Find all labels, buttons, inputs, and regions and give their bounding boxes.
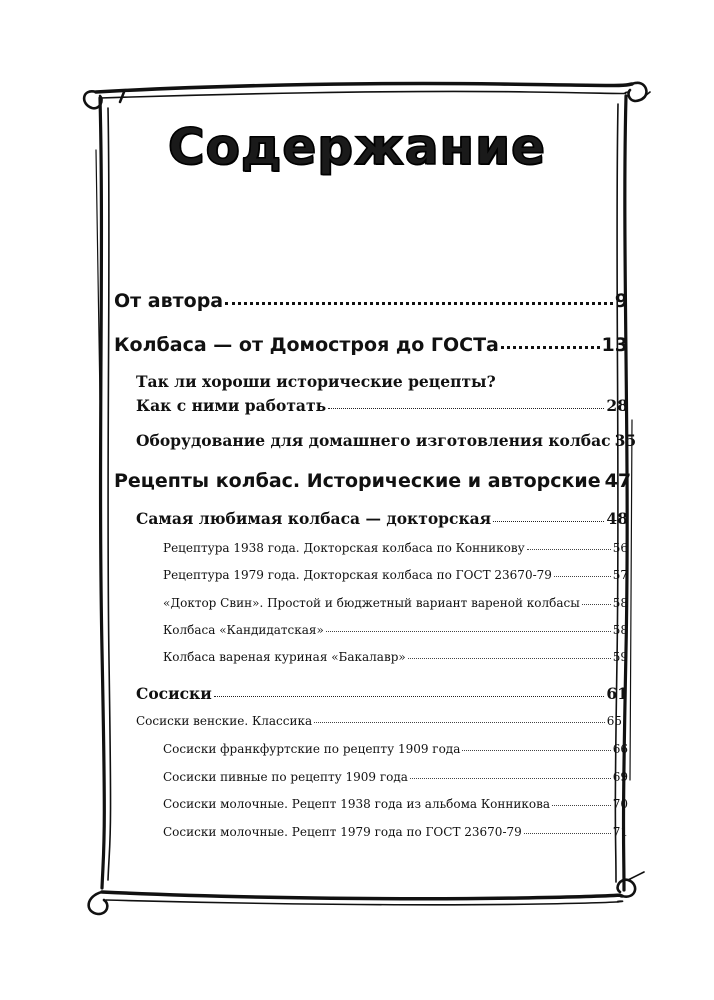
toc-entry-label: Самая любимая колбаса — докторская xyxy=(136,509,492,528)
toc-entry-label: Сосиски франкфуртские по рецепту 1909 года xyxy=(163,742,461,756)
toc-entry[interactable] xyxy=(163,568,628,582)
toc-entry-label: Рецепты колбас. Исторические и авторские xyxy=(114,470,601,492)
toc-entry-label: Сосиски венские. Классика xyxy=(136,714,313,728)
toc-entry[interactable] xyxy=(163,742,628,756)
toc-entry[interactable] xyxy=(163,825,628,839)
toc-entry[interactable] xyxy=(163,596,628,610)
toc-entry[interactable] xyxy=(114,470,632,492)
dot-leader xyxy=(328,408,604,409)
toc-entry-page: 48 xyxy=(606,509,628,528)
toc-entry-label: Рецептура 1938 года. Докторская колбаса по Конникову xyxy=(163,541,525,555)
toc-entry[interactable] xyxy=(136,684,628,703)
toc-entry-label: Колбаса вареная куриная «Бакалавр» xyxy=(163,650,406,664)
toc-entry-page: 61 xyxy=(606,684,628,703)
toc-entry[interactable] xyxy=(163,541,628,555)
toc-entry-label: Колбаса «Кандидатская» xyxy=(163,623,324,637)
toc-entry-label-line1: Так ли хороши исторические рецепты? xyxy=(136,372,496,391)
dot-leader xyxy=(410,778,611,779)
dot-leader xyxy=(326,631,611,632)
dot-leader xyxy=(408,658,611,659)
toc-entry-label: Колбаса — от Домостроя до ГОСТа xyxy=(114,334,499,356)
dot-leader xyxy=(225,302,613,305)
dot-leader xyxy=(527,549,611,550)
toc-entry-page: 35 xyxy=(614,431,637,450)
toc-entry[interactable] xyxy=(163,623,628,637)
toc-entry-page: 71 xyxy=(612,825,628,839)
toc-entry-label: Как с ними работать xyxy=(136,396,327,415)
dot-leader xyxy=(462,750,610,751)
dot-leader xyxy=(493,521,604,522)
dot-leader xyxy=(554,576,611,577)
toc-entry-page: 56 xyxy=(612,541,628,555)
toc-entry[interactable] xyxy=(163,797,628,811)
toc-entry-page: 47 xyxy=(604,470,632,492)
toc-entry-page: 58 xyxy=(612,596,628,610)
toc-entry[interactable] xyxy=(163,770,628,784)
toc-entry-label: «Доктор Свин». Простой и бюджетный вариант вареной колбасы xyxy=(163,596,580,610)
toc-entry-label: От автора xyxy=(114,290,224,312)
toc-entry[interactable] xyxy=(114,334,628,356)
toc-entry-label: Сосиски xyxy=(136,684,212,703)
dot-leader xyxy=(314,722,605,723)
toc-entry[interactable] xyxy=(136,509,628,528)
toc-entry-page: 59 xyxy=(612,650,628,664)
toc-entry-page: 66 xyxy=(612,742,628,756)
toc-entry[interactable] xyxy=(163,650,628,664)
toc-entry-page: 13 xyxy=(601,334,628,356)
page-title: Содержание xyxy=(167,118,547,176)
toc-entry[interactable] xyxy=(136,714,622,728)
toc-entry-page: 65 xyxy=(606,714,622,728)
toc-entry[interactable] xyxy=(136,396,628,415)
toc-entry-label: Рецептура 1979 года. Докторская колбаса по ГОСТ 23670-79 xyxy=(163,568,552,582)
toc-entry[interactable] xyxy=(114,290,628,312)
toc-entry-page: 57 xyxy=(612,568,628,582)
toc-entry-page: 9 xyxy=(614,290,628,312)
toc-entry-page: 69 xyxy=(612,770,628,784)
dot-leader xyxy=(524,833,611,834)
toc-entry[interactable] xyxy=(136,431,637,450)
dot-leader xyxy=(582,604,611,605)
toc-entry-label: Сосиски молочные. Рецепт 1979 года по ГОСТ 23670-79 xyxy=(163,825,522,839)
dot-leader xyxy=(501,346,600,349)
dot-leader xyxy=(214,696,605,697)
toc-entry-label: Сосиски пивные по рецепту 1909 года xyxy=(163,770,408,784)
toc-entry-label: Сосиски молочные. Рецепт 1938 года из альбома Конникова xyxy=(163,797,551,811)
toc-entry-page: 28 xyxy=(606,396,628,415)
dot-leader xyxy=(552,805,611,806)
toc-entry-page: 70 xyxy=(612,797,628,811)
toc-entry-label: Оборудование для домашнего изготовления колбас xyxy=(136,431,611,450)
toc-entry-page: 58 xyxy=(612,623,628,637)
